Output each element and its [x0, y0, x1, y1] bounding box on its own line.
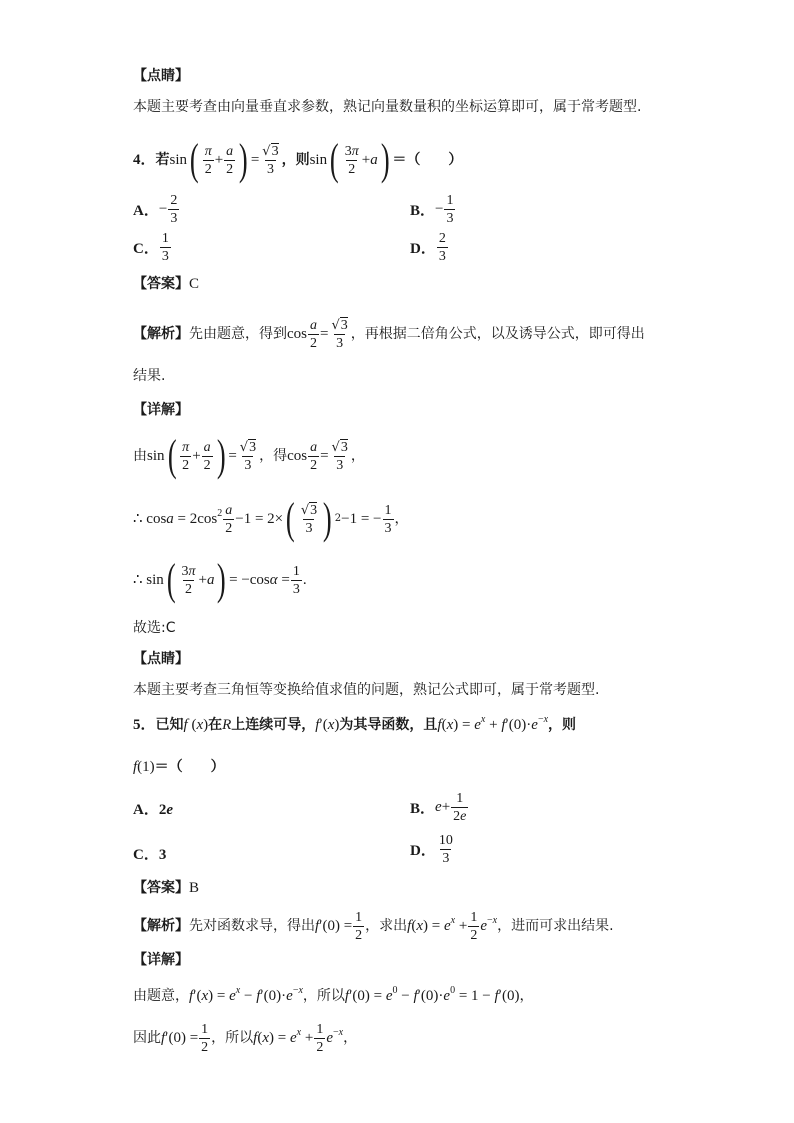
detail-step-1: 由题意， $f'(x) = e^x - f'(0)\cdot e^{-x}$ ，所以 $f'(0) = e^0 - f'(0)\cdot e^0 = 1 - f'(0)$ ，	[133, 985, 534, 1004]
question-5-stem: 5． 已知 f (x) 在 R 上连续可导， f′(x) 为其导函数，且 $f(x) = e^x + f'(0)\cdot e^{-x}$ ，则	[133, 714, 577, 733]
option-b[interactable]: B． e + $\frac{1}{2e}$	[410, 791, 467, 824]
analysis-line: 【解析】 先对函数求导，得出 f′(0) = $\frac{1}{2}$ ，求出 $f(x) = e^x$ + $\frac{1}{2}$ $e^{-x}$ ，进而可求出结果.	[133, 909, 614, 943]
answer-value: C	[189, 276, 200, 292]
summary-text: 本题主要考查三角恒等变换给值求值的问题，熟记公式即可，属于常考题型.	[133, 682, 600, 698]
answer-line: 【答案】B	[133, 880, 200, 896]
detail-step-2: 因此 f′(0) = $\frac{1}{2}$ ，所以 $f(x) = e^x$ + $\frac{1}{2}$ $e^{-x}$ ，	[133, 1021, 358, 1055]
conclusion: 故选:C	[133, 620, 176, 636]
question-5-blank: f(1) ＝（ ）	[133, 759, 225, 775]
answer-line: 【答案】C	[133, 276, 200, 292]
option-d[interactable]: D． $\frac{2}{3}$	[410, 231, 446, 264]
summary-text: 本题主要考查由向量垂直求参数，熟记向量数量积的坐标运算即可，属于常考题型.	[133, 99, 642, 115]
section-heading-dianjing: 【点睛】	[133, 68, 189, 84]
option-c[interactable]: C． $\frac{1}{3}$	[133, 231, 169, 264]
detail-step-2: ∴ $\cos a = 2\cos^2$ $\frac{a}{2}$ −1 = 2× ( $\frac{√3}{3}$ ) 2 −1 = − $\frac{1}{3}$ ，	[133, 494, 409, 543]
option-b[interactable]: B． − $\frac{1}{3}$	[410, 193, 454, 226]
detail-step-3: ∴ sin ( $\frac{3\pi}{2}$ +a ) = −cosα = $\frac{1}{3}$ .	[133, 555, 307, 604]
section-heading-dianjing: 【点睛】	[133, 651, 189, 667]
answer-value: B	[189, 880, 200, 896]
option-a[interactable]: A． − $\frac{2}{3}$	[133, 193, 178, 226]
question-4-stem: 4． 若 sin ( $\frac{\pi}{2}$ + $\frac{a}{2}$ ) = $\frac{√3}{3}$ ，则 sin ( $\frac{3\pi}{2}$ +a ) ＝（ ）	[133, 135, 463, 184]
analysis-continued: 结果.	[133, 368, 166, 384]
option-c[interactable]: C．3	[133, 847, 167, 863]
detail-heading: 【详解】	[133, 402, 189, 418]
question-number: 5．	[133, 717, 156, 733]
detail-step-1: 由 sin ( $\frac{\pi}{2}$ + $\frac{a}{2}$ ) = $\frac{√3}{3}$ ，得 cos $\frac{a}{2}$ = $\frac{√3}{3}$ ，	[133, 431, 365, 480]
question-number: 4．	[133, 152, 156, 168]
analysis-line: 【解析】 先由题意，得到 cos $\frac{a}{2}$ = $\frac{√3}{3}$ ，再根据二倍角公式，以及诱导公式，即可得出	[133, 317, 645, 351]
option-d[interactable]: D． $\frac{10}{3}$	[410, 833, 453, 866]
option-a[interactable]: A．2e	[133, 802, 174, 818]
detail-heading: 【详解】	[133, 952, 189, 968]
